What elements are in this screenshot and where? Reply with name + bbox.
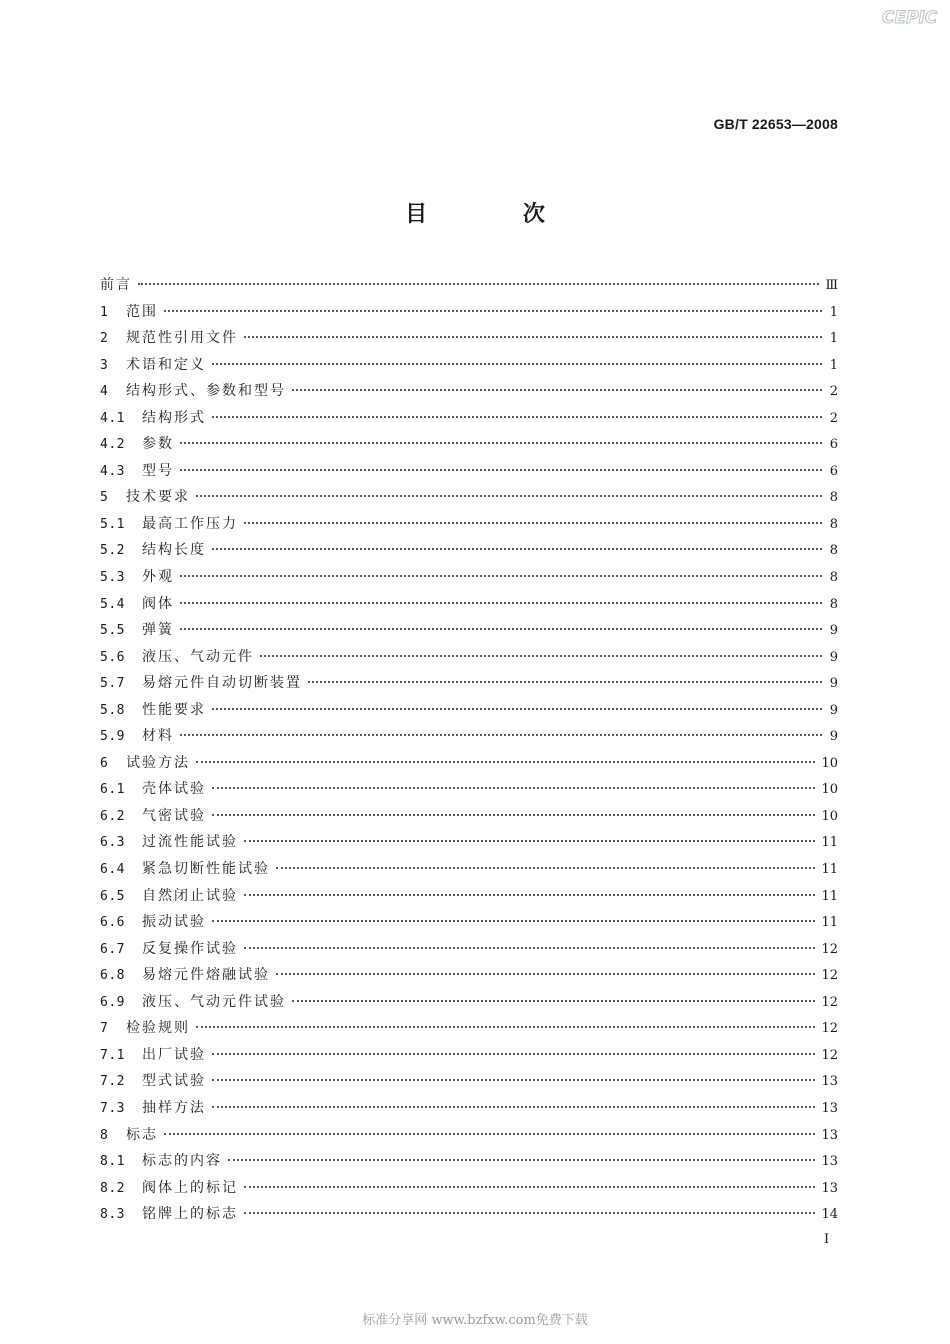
- toc-entry-title: 参数: [142, 436, 174, 453]
- toc-entry-title: 抽样方法: [142, 1099, 206, 1116]
- toc-entry-title: 易熔元件熔融试验: [142, 967, 270, 984]
- toc-entry-title: 弹簧: [142, 622, 174, 639]
- toc-entry[interactable]: [100, 1203, 838, 1230]
- toc-entry[interactable]: [100, 593, 838, 620]
- dot-leader: [196, 761, 815, 763]
- toc-title: 目 次: [405, 202, 589, 227]
- toc-entry[interactable]: [100, 1124, 838, 1151]
- toc-entry[interactable]: [100, 327, 838, 354]
- toc-entry-page: 11: [821, 888, 838, 904]
- dot-leader: [292, 1000, 815, 1002]
- toc-entry[interactable]: [100, 1177, 838, 1204]
- toc-entry-number: 7.3: [100, 1100, 125, 1116]
- toc-entry-title: 标志: [126, 1126, 158, 1143]
- toc-entry-title: 结构长度: [142, 542, 206, 559]
- dot-leader: [164, 1133, 815, 1135]
- dot-leader: [196, 1026, 815, 1028]
- dot-leader: [180, 602, 822, 604]
- toc-entry[interactable]: [100, 1150, 838, 1177]
- dot-leader: [292, 389, 822, 391]
- dot-leader: [212, 708, 822, 710]
- toc-entry-page: 2: [829, 410, 838, 426]
- dot-leader: [212, 920, 815, 922]
- toc-entry-page: 9: [829, 676, 838, 692]
- toc-entry-page: 13: [821, 1154, 838, 1170]
- toc-entry-page: 13: [821, 1180, 838, 1196]
- toc-entry-page: Ⅲ: [825, 278, 838, 293]
- dot-leader: [180, 469, 822, 471]
- toc-entry-number: 4.3: [100, 463, 125, 479]
- dot-leader: [180, 734, 822, 736]
- toc-entry-title: 反复操作试验: [142, 940, 238, 957]
- toc-entry-page: 12: [821, 968, 838, 984]
- toc-entry-page: 12: [821, 941, 838, 957]
- toc-entry-title: 阀体: [142, 595, 174, 612]
- toc-entry[interactable]: [100, 566, 838, 593]
- dot-leader: [228, 1159, 815, 1161]
- footer-watermark: 标准分享网 www.bzfxw.com免费下载: [362, 1313, 588, 1328]
- toc-entry-page: 11: [821, 862, 838, 878]
- toc-entry-number: 5.5: [100, 623, 125, 639]
- toc-entry[interactable]: [100, 513, 838, 540]
- dot-leader: [212, 1106, 815, 1108]
- toc-entry-page: 12: [821, 1021, 838, 1037]
- dot-leader: [244, 336, 822, 338]
- toc-entry-number: 5.8: [100, 702, 125, 718]
- toc-entry[interactable]: [100, 1070, 838, 1097]
- toc-entry-number: 7.1: [100, 1047, 125, 1063]
- toc-entry-title: 过流性能试验: [142, 834, 238, 851]
- page-number: I: [824, 1232, 830, 1247]
- dot-leader: [212, 814, 815, 816]
- svg-text:CEPIC: CEPIC: [882, 8, 938, 28]
- toc-entry[interactable]: [100, 1097, 838, 1124]
- toc-entry-title: 检验规则: [126, 1020, 190, 1037]
- toc-entry-number: 6.7: [100, 941, 125, 957]
- toc-entry-number: 6.8: [100, 968, 125, 984]
- toc-entry-number: 4.1: [100, 410, 125, 426]
- toc-entry[interactable]: [100, 778, 838, 805]
- toc-entry-page: 13: [821, 1074, 838, 1090]
- dot-leader: [260, 655, 822, 657]
- toc-entry-page: 8: [829, 596, 838, 612]
- dot-leader: [212, 1079, 815, 1081]
- toc-entry-title: 规范性引用文件: [126, 330, 238, 347]
- toc-entry-page: 14: [821, 1207, 838, 1223]
- toc-entry-title: 最高工作压力: [142, 515, 238, 532]
- toc-entry-number: 6.3: [100, 835, 125, 851]
- toc-entry[interactable]: [100, 380, 838, 407]
- dot-leader: [212, 548, 822, 550]
- toc-entry-page: 6: [829, 437, 838, 453]
- toc-entry[interactable]: [100, 486, 838, 513]
- toc-entry-number: 8.1: [100, 1154, 125, 1170]
- toc-entry-number: 6.6: [100, 915, 125, 931]
- toc-entry-title: 技术要求: [126, 489, 190, 506]
- toc-entry-number: 4: [100, 384, 109, 400]
- toc-entry-title: 性能要求: [142, 701, 206, 718]
- toc-entry-number: 8: [100, 1127, 109, 1143]
- toc-entry-page: 10: [821, 755, 838, 771]
- dot-leader: [244, 1186, 815, 1188]
- dot-leader: [244, 840, 815, 842]
- toc-entry-page: 12: [821, 994, 838, 1010]
- toc-entry-page: 8: [829, 490, 838, 506]
- toc-entry[interactable]: [100, 433, 838, 460]
- toc-entry-page: 12: [821, 1047, 838, 1063]
- toc-entry-page: 1: [829, 357, 838, 373]
- toc-entry-title: 试验方法: [126, 754, 190, 771]
- toc-entry-title: 前言: [100, 277, 132, 293]
- toc-entry-page: 10: [821, 782, 838, 798]
- toc-entry-number: 5.3: [100, 570, 125, 586]
- toc-entry-page: 8: [829, 516, 838, 532]
- table-of-contents: [100, 274, 838, 1230]
- toc-entry[interactable]: [100, 407, 838, 434]
- toc-entry-number: 5.6: [100, 649, 125, 665]
- toc-entry-page: 2: [829, 384, 838, 400]
- toc-entry-number: 6.9: [100, 994, 125, 1010]
- dot-leader: [196, 495, 822, 497]
- toc-entry-title: 型号: [142, 462, 174, 479]
- toc-entry-title: 易熔元件自动切断装置: [142, 675, 302, 692]
- toc-entry-number: 1: [100, 304, 109, 320]
- toc-entry[interactable]: [100, 1017, 838, 1044]
- toc-entry-title: 振动试验: [142, 914, 206, 931]
- toc-entry-title: 阀体上的标记: [142, 1179, 238, 1196]
- toc-entry[interactable]: [100, 672, 838, 699]
- toc-entry[interactable]: [100, 752, 838, 779]
- toc-entry-page: 9: [829, 729, 838, 745]
- toc-entry-number: 6.2: [100, 808, 125, 824]
- toc-entry-page: 10: [821, 808, 838, 824]
- toc-entry-title: 材料: [142, 728, 174, 745]
- toc-entry-title: 结构形式: [142, 409, 206, 426]
- toc-entry[interactable]: [100, 991, 838, 1018]
- toc-entry[interactable]: [100, 274, 838, 301]
- toc-entry-page: 9: [829, 649, 838, 665]
- toc-entry-number: 5.9: [100, 729, 125, 745]
- toc-entry-title: 壳体试验: [142, 781, 206, 798]
- dot-leader: [276, 867, 815, 869]
- cepic-logo: [880, 4, 942, 30]
- toc-entry[interactable]: [100, 805, 838, 832]
- toc-entry-number: 5.2: [100, 543, 125, 559]
- toc-entry-number: 6.5: [100, 888, 125, 904]
- toc-entry-title: 结构形式、参数和型号: [126, 383, 286, 400]
- dot-leader: [308, 681, 822, 683]
- toc-entry-title: 标志的内容: [142, 1153, 222, 1170]
- toc-entry[interactable]: [100, 725, 838, 752]
- toc-entry-number: 6: [100, 755, 109, 771]
- toc-entry-number: 8.2: [100, 1180, 125, 1196]
- toc-entry-page: 9: [829, 702, 838, 718]
- toc-entry[interactable]: [100, 1044, 838, 1071]
- toc-entry-title: 液压、气动元件: [142, 648, 254, 665]
- toc-entry-page: 6: [829, 463, 838, 479]
- dot-leader: [244, 1212, 815, 1214]
- toc-entry[interactable]: [100, 858, 838, 885]
- toc-entry-number: 6.4: [100, 862, 125, 878]
- toc-entry-page: 8: [829, 543, 838, 559]
- toc-entry-title: 型式试验: [142, 1073, 206, 1090]
- toc-entry-number: 8.3: [100, 1207, 125, 1223]
- toc-entry-number: 3: [100, 357, 109, 373]
- toc-entry[interactable]: [100, 646, 838, 673]
- dot-leader: [212, 416, 822, 418]
- dot-leader: [244, 947, 815, 949]
- toc-entry-title: 气密试验: [142, 807, 206, 824]
- toc-entry[interactable]: [100, 699, 838, 726]
- toc-entry-number: 2: [100, 331, 109, 347]
- toc-entry-number: 5.4: [100, 596, 125, 612]
- toc-entry-number: 5.7: [100, 676, 125, 692]
- toc-entry[interactable]: [100, 911, 838, 938]
- dot-leader: [244, 894, 815, 896]
- toc-entry[interactable]: [100, 885, 838, 912]
- toc-entry[interactable]: [100, 539, 838, 566]
- dot-leader: [138, 283, 819, 285]
- dot-leader: [212, 1053, 815, 1055]
- toc-entry-page: 13: [821, 1100, 838, 1116]
- dot-leader: [164, 310, 822, 312]
- toc-entry[interactable]: [100, 831, 838, 858]
- dot-leader: [276, 973, 815, 975]
- toc-entry-title: 范围: [126, 303, 158, 320]
- toc-entry-title: 铭牌上的标志: [142, 1206, 238, 1223]
- toc-entry-number: 5: [100, 490, 109, 506]
- toc-entry-number: 7: [100, 1021, 109, 1037]
- toc-entry-title: 液压、气动元件试验: [142, 993, 286, 1010]
- standard-code: GB/T 22653—2008: [713, 116, 838, 132]
- toc-entry-page: 11: [821, 915, 838, 931]
- toc-entry[interactable]: [100, 964, 838, 991]
- toc-entry-page: 8: [829, 570, 838, 586]
- toc-entry-page: 1: [829, 304, 838, 320]
- toc-entry-page: 1: [829, 331, 838, 347]
- toc-entry-page: 9: [829, 623, 838, 639]
- dot-leader: [212, 787, 815, 789]
- toc-entry-page: 11: [821, 835, 838, 851]
- toc-entry[interactable]: [100, 460, 838, 487]
- toc-entry-number: 6.1: [100, 782, 125, 798]
- toc-entry-title: 自然闭止试验: [142, 887, 238, 904]
- dot-leader: [244, 522, 822, 524]
- toc-entry[interactable]: [100, 354, 838, 381]
- toc-entry-page: 13: [821, 1127, 838, 1143]
- dot-leader: [212, 363, 822, 365]
- toc-entry[interactable]: [100, 301, 838, 328]
- toc-entry-title: 紧急切断性能试验: [142, 861, 270, 878]
- dot-leader: [180, 442, 822, 444]
- toc-entry[interactable]: [100, 938, 838, 965]
- toc-entry[interactable]: [100, 619, 838, 646]
- dot-leader: [180, 575, 822, 577]
- toc-entry-title: 术语和定义: [126, 356, 206, 373]
- toc-entry-number: 7.2: [100, 1074, 125, 1090]
- toc-entry-number: 4.2: [100, 437, 125, 453]
- toc-entry-title: 外观: [142, 569, 174, 586]
- toc-entry-title: 出厂试验: [142, 1046, 206, 1063]
- toc-entry-number: 5.1: [100, 516, 125, 532]
- dot-leader: [180, 628, 822, 630]
